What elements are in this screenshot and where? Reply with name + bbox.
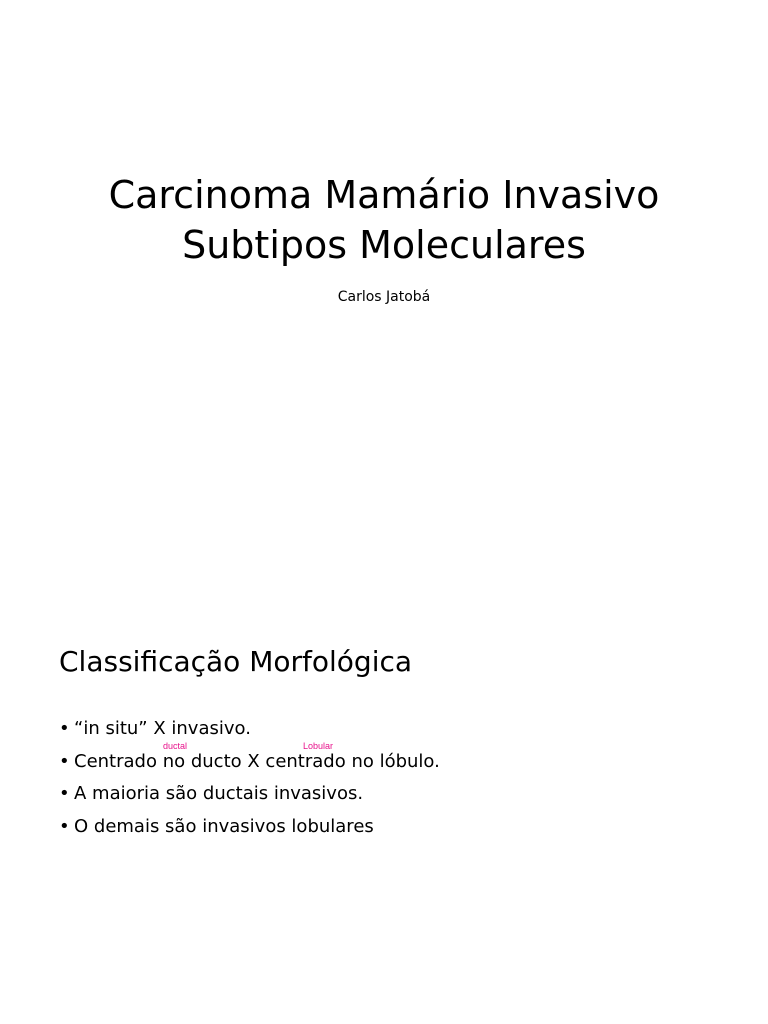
bullet-text: “in situ” X invasivo.: [74, 718, 251, 739]
bullet-text: Centrado no ducto X centrado no lóbulo.: [74, 750, 440, 772]
bullet-icon: •: [59, 815, 70, 837]
slide-title-line-1: Carcinoma Mamário Invasivo: [108, 173, 660, 217]
bullet-text: A maioria são ductais invasivos.: [74, 783, 364, 804]
slide-heading: Classificação Morfológica: [59, 645, 413, 678]
slide-title: [0, 170, 768, 270]
bullet-text: O demais são invasivos lobulares: [74, 815, 374, 837]
bullet-item: [59, 746, 440, 779]
annotation-ductal: ductal: [163, 741, 188, 751]
annotation-lobular: Lobular: [303, 741, 334, 751]
bullet-icon: •: [59, 750, 70, 772]
bullet-icon: •: [59, 783, 70, 804]
bullet-item: [59, 778, 440, 811]
bullet-item: [59, 811, 440, 844]
slide-author: Carlos Jatobá: [337, 289, 431, 305]
bullet-list: [59, 713, 440, 843]
bullet-item: [59, 713, 440, 746]
slide-title-line-2: Subtipos Moleculares: [182, 223, 586, 267]
content-slide: [0, 512, 768, 1024]
bullet-icon: •: [59, 718, 70, 739]
